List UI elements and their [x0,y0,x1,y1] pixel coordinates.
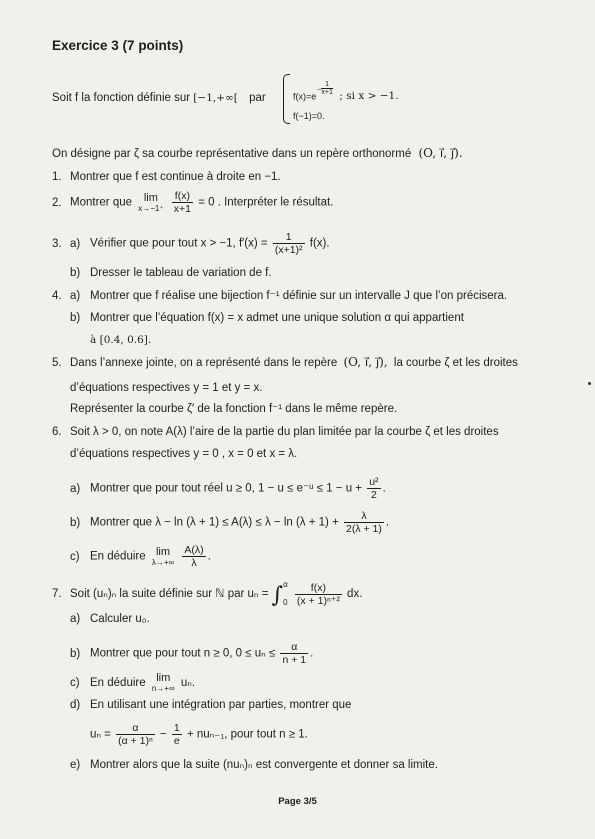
curve-definition [52,146,463,161]
question-6a [70,476,386,501]
q6a-label: a) [70,482,81,495]
q7e-text: Montrer alors que la suite (nuₙ)ₙ est convergente et donner sa limite. [90,759,438,771]
q6b-fraction [344,510,384,535]
q6a-pre: Montrer que pour tout réel u ≥ 0, 1 − u ≤ e⁻ᵘ ≤ 1 − u + [90,482,363,495]
q3a-fraction [273,231,305,256]
case1-lhs: f(x)=e [293,91,317,102]
q5-line1-pre: Dans l’annexe jointe, on a représenté dans le repère [70,357,338,369]
question-7e [70,758,438,772]
q2-lim-sub: x→−1⁺ [138,203,164,213]
q7-pre: Soit (uₙ)ₙ la suite définie sur ℕ par uₙ = [70,588,269,601]
q7b-frac-den: n + 1 [282,654,307,666]
q5-line1-post: la courbe ζ et les droites [393,357,518,369]
case1-exp-num: 1 [321,81,332,89]
q3a-frac-num: 1 [273,231,305,244]
q7b-frac-num: α [280,641,308,654]
question-3b [70,266,272,280]
q2-pre: Montrer que [70,196,133,209]
integral-sign: ∫ [271,583,284,609]
q7d-frac1-den: (α + 1)ⁿ [118,735,153,747]
q7c-lim-word: lim [156,672,171,684]
exercise-title: Exercice 3 (7 points) [52,38,184,53]
question-6-line-2: d’équations respectives y = 0 , x = 0 et x = λ. [70,448,298,460]
q7d-fraction-2 [172,722,182,747]
q7-number: 7. [52,588,62,601]
question-6-line-1 [52,425,499,439]
q3a-frac-den: (x+1)² [274,244,303,256]
q4a-text: Montrer que f réalise une bijection f⁻¹ définie sur un intervalle J que l’on précisera. [90,290,508,302]
q7b-label: b) [70,647,81,660]
case1-condition: ; si x > −1. [339,90,399,103]
q3a-label: a) [70,237,81,250]
question-5-line-3: Représenter la courbe ζ′ de la fonction f⁻¹ dans le même repère. [70,403,398,415]
piecewise-case-1 [293,81,399,103]
q6-line1: Soit λ > 0, on note A(λ) l’aire de la partie du plan limitée par la courbe ζ et les droites [70,426,499,438]
q2-lim-word: lim [143,191,158,204]
q6c-label: c) [70,550,80,563]
q7-fraction [295,582,342,607]
q7c-pre: En déduire [90,677,146,690]
q7c-label: c) [70,677,80,690]
q6a-fraction [367,476,380,501]
q7-frac-den: (x + 1)ⁿ⁺² [296,594,340,607]
question-7 [52,580,362,608]
q7-frac-num: f(x) [295,582,342,595]
question-7a [70,612,150,626]
q7d-text: En utilisant une intégration par parties, montrer que [90,699,352,711]
q4b-text: Montrer que l’équation f(x) = x admet une unique solution α qui appartient [90,312,464,324]
q7d-minus: − [160,728,167,741]
intro-interval: [−1,+∞[ [193,92,238,104]
q2-fraction [172,190,193,215]
q7e-label: e) [70,759,81,771]
q7a-text: Calculer u₀. [90,613,150,625]
question-1 [52,170,281,184]
q6c-pre: En déduire [90,550,146,563]
q6b-label: b) [70,516,81,529]
q3b-text: Dresser le tableau de variation de f. [90,267,272,279]
q6b-frac-num: λ [344,510,384,523]
q7-integral-bounds [283,580,288,608]
question-4b-continuation: à [0.4, 0.6]. [90,334,152,346]
q6c-frac-den: λ [191,557,197,569]
question-4a [52,289,507,303]
q5-frame: (O, i⃗, j⃗), [343,355,388,369]
question-6c [70,544,211,569]
q1-number: 1. [52,171,62,183]
question-4b [70,311,464,325]
question-2 [52,190,333,215]
question-6b [70,510,389,535]
question-3a [52,231,330,256]
q2-number: 2. [52,196,62,209]
q6a-post: . [382,482,386,495]
q7-int-upper: α [283,580,288,589]
q3-number: 3. [52,237,62,250]
curve-text: On désigne par ζ sa courbe représentative dans un repère orthonormé [52,148,412,160]
q7-post: dx. [347,588,363,601]
q7c-post: uₙ. [180,677,196,690]
q6c-lim-sub: λ→+∞ [151,557,175,567]
q2-post: = 0 . Interpréter le résultat. [198,196,334,209]
q7d-rest: + nuₙ₋₁, pour tout n ≥ 1. [186,728,308,741]
q4a-label: a) [70,290,81,302]
q7b-post: . [310,647,314,660]
q3a-post: f(x). [309,237,330,250]
curve-frame: (O, i⃗, j⃗). [418,146,463,160]
q6c-fraction [182,544,205,569]
question-7c [70,673,195,693]
q6-number: 6. [52,426,62,438]
q3b-label: b) [70,267,81,279]
q6a-frac-den: 2 [370,489,377,501]
question-7d [70,698,351,712]
intro-lead: Soit f la fonction définie sur [52,92,191,104]
q6c-frac-num: A(λ) [184,544,204,556]
q7d-frac2-den: e [173,735,180,747]
q6b-pre: Montrer que λ − ln (λ + 1) ≤ A(λ) ≤ λ − ln (λ + 1) + [90,516,339,529]
intro-line [52,91,266,105]
q6b-frac-den: 2(λ + 1) [346,523,382,535]
question-5-line-2: d’équations respectives y = 1 et y = x. [70,382,263,394]
q2-frac-den: x+1 [173,203,191,215]
case1-exp-den: x+1 [321,89,333,96]
q6c-limit [152,547,174,567]
q2-frac-num: f(x) [172,190,193,203]
q6b-post: . [385,516,390,529]
q7d-eq-lhs: uₙ = [90,728,111,741]
q6c-lim-word: lim [155,545,171,558]
piecewise-brace [283,74,290,124]
question-5-line-1 [52,355,518,370]
question-7b [70,641,313,666]
case1-exponent: − $\frac{1}{x+1}$ [317,81,333,96]
q4-number: 4. [52,290,62,302]
q7-int-lower: 0 [283,598,288,607]
q3a-pre: Vérifier que pour tout x > −1, f′(x) = [90,237,268,250]
q2-limit [138,193,163,213]
q7d-frac1-num: α [116,722,155,735]
q7b-fraction [280,641,308,666]
q1-text: Montrer que f est continue à droite en −1. [70,171,281,183]
q4b-label: b) [70,312,81,324]
piecewise-case-2: f(−1)=0. [293,111,325,121]
q7c-lim-sub: n→+∞ [151,684,175,693]
q7d-fraction-1 [116,722,155,747]
scan-speck [588,382,591,385]
question-7d-equation [90,722,308,747]
q7b-pre: Montrer que pour tout n ≥ 0, 0 ≤ uₙ ≤ [90,647,276,660]
intro-par: par [249,92,266,104]
q7a-label: a) [70,613,81,625]
q6c-post: . [207,550,211,563]
q7c-limit [152,673,175,693]
page-number: Page 3/5 [278,796,317,807]
q6a-frac-num: u² [369,476,379,488]
q7d-label: d) [70,699,81,711]
q7d-frac2-num: 1 [173,722,180,734]
q5-number: 5. [52,357,62,369]
